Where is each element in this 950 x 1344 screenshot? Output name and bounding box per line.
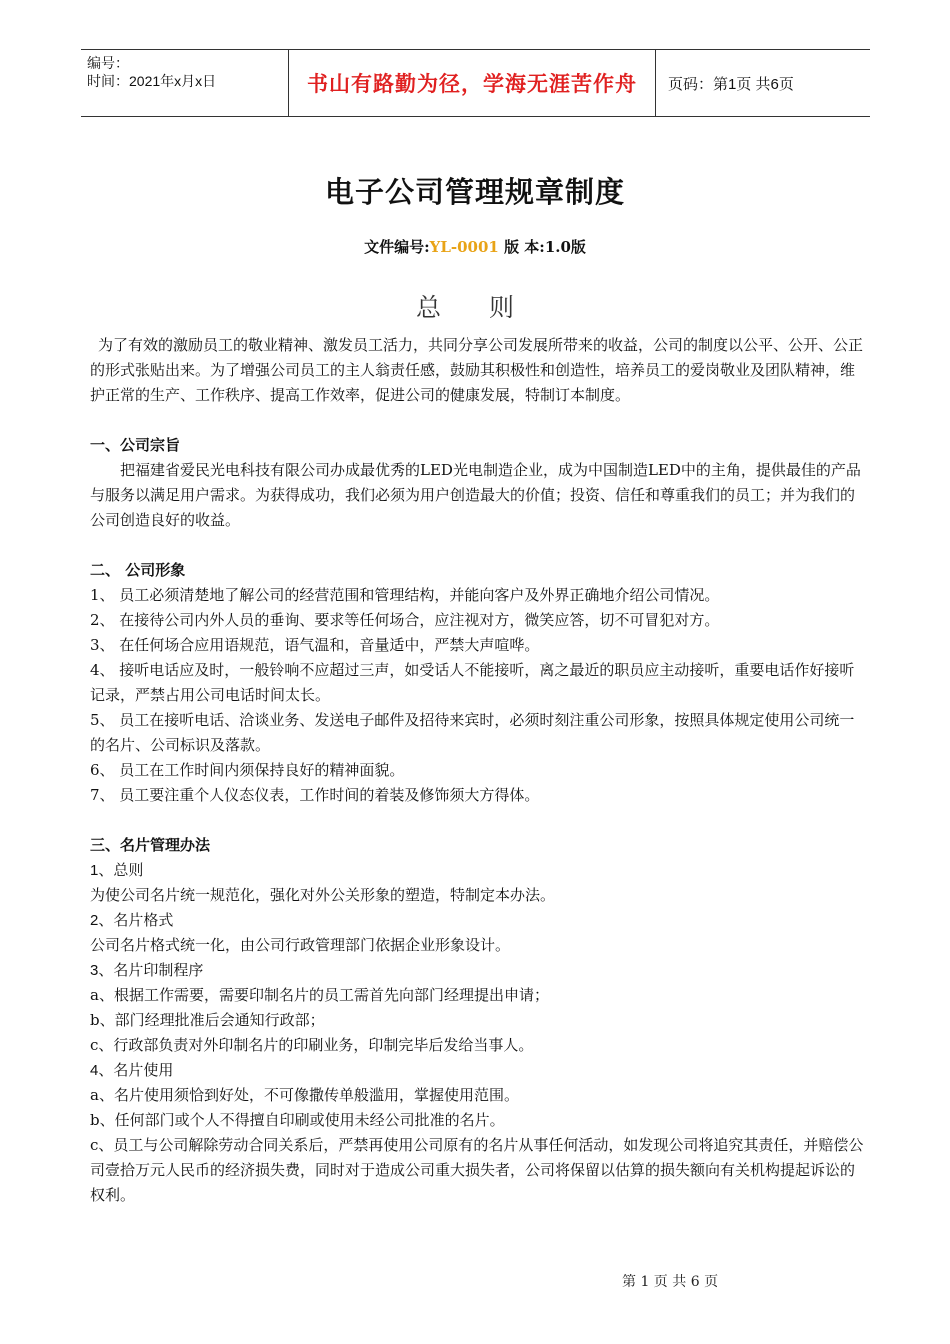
general-provisions-heading: 总 则 — [416, 293, 534, 322]
document-body — [90, 333, 868, 1208]
file-number-prefix: 文件编号: — [364, 238, 430, 256]
file-info — [0, 236, 950, 257]
list-item: 1、总则 — [90, 862, 144, 879]
list-item: 2、名片格式 — [90, 912, 174, 929]
intro-paragraph: 为了有效的激励员工的敬业精神、激发员工活力，共同分享公司发展所带来的收益，公司的制度以公平、公开、公正的形式张贴出来。为了增强公司员工的主人翁责任感，鼓励其积极性和创造性，培养员工的爱岗敬业及团队精神，维护正常的生产、工作秩序、提高工作效率，促进公司的健康发展，特制订本制度。 — [90, 336, 864, 404]
list-item: 公司名片格式统一化，由公司行政管理部门依据企业形象设计。 — [90, 936, 511, 954]
list-item: b、任何部门或个人不得擅自印刷或使用未经公司批准的名片。 — [90, 1111, 505, 1129]
header-page-info: 页码：第1页 共6页 — [668, 75, 794, 93]
page-footer: 第 1 页 共 6 页 — [622, 1274, 719, 1290]
list-item: 3、 在任何场合应用语规范，语气温和，音量适中，严禁大声喧哗。 — [90, 636, 540, 654]
list-item: 1、 员工必须清楚地了解公司的经营范围和管理结构，并能向客户及外界正确地介绍公司情况。 — [90, 586, 720, 604]
page-header — [81, 49, 870, 117]
purpose-paragraph: 把福建省爱民光电科技有限公司办成最优秀的LED光电制造企业，成为中国制造LED中的主角，提供最佳的产品与服务以满足用户需求。为获得成功，我们必须为用户创造最大的价值；投资、信任和尊重我们的员工；并为我们的公司创造良好的收益。 — [90, 461, 861, 529]
list-item: a、名片使用须恰到好处，不可像撒传单般滥用，掌握使用范围。 — [90, 1086, 519, 1104]
header-meta — [81, 50, 288, 116]
list-item: 为使公司名片统一规范化，强化对外公关形象的塑造，特制定本办法。 — [90, 886, 556, 904]
list-item: c、行政部负责对外印制名片的印刷业务，印制完毕后发给当事人。 — [90, 1036, 534, 1054]
section-heading-business-card: 三、名片管理办法 — [90, 836, 211, 854]
document-number-label: 编号： — [87, 55, 129, 71]
section-heading-purpose: 一、公司宗旨 — [90, 436, 181, 454]
list-item: 5、 员工在接听电话、洽谈业务、发送电子邮件及招待来宾时，必须时刻注重公司形象，按照具体规定使用公司统一的名片、公司标识及落款。 — [90, 711, 855, 754]
list-item: 3、名片印制程序 — [90, 962, 204, 979]
list-item: b、部门经理批准后会通知行政部； — [90, 1011, 325, 1029]
list-item: 7、 员工要注重个人仪态仪表，工作时间的着装及修饰须大方得体。 — [90, 786, 540, 804]
list-item: a、根据工作需要，需要印制名片的员工需首先向部门经理提出申请； — [90, 986, 549, 1004]
list-item: 4、 接听电话应及时，一般铃响不应超过三声，如受话人不能接听，离之最近的职员应主动接听，重要电话作好接听记录，严禁占用公司电话时间太长。 — [90, 661, 855, 704]
list-item: 4、名片使用 — [90, 1062, 174, 1079]
document-time-label: 时间：2021年x月x日 — [87, 73, 217, 89]
header-motto: 书山有路勤为径，学海无涯苦作舟 — [288, 50, 656, 116]
file-number-code: YL-0001 — [429, 238, 499, 256]
list-item: c、员工与公司解除劳动合同关系后，严禁再使用公司原有的名片从事任何活动，如发现公司将追究其责任，并赔偿公司壹拾万元人民币的经济损失费，同时对于造成公司重大损失者，公司将保留以估算的损失额向有关机构提起诉讼的权利。 — [90, 1136, 864, 1204]
list-item: 2、 在接待公司内外人员的垂询、要求等任何场合，应注视对方，微笑应答，切不可冒犯对方。 — [90, 611, 720, 629]
list-item: 6、 员工在工作时间内须保持良好的精神面貌。 — [90, 761, 405, 779]
document-title: 电子公司管理规章制度 — [324, 175, 625, 209]
section-heading-image: 二、 公司形象 — [90, 561, 186, 579]
file-version: 版 本:1.0版 — [498, 238, 586, 256]
